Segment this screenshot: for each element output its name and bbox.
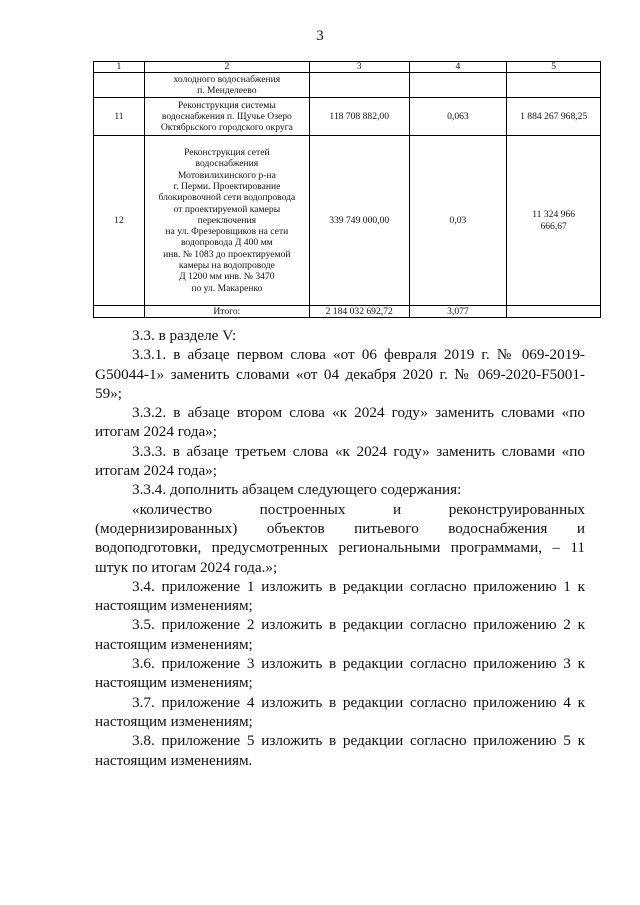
effect-value [507, 73, 601, 98]
data-table [93, 61, 601, 318]
paragraph: 3.6. приложение 3 изложить в редакции согласно приложению 3 к настоящим изменениям; [95, 655, 585, 692]
table-row [94, 136, 601, 306]
coefficient-value: 0,063 [409, 98, 507, 136]
cost-value: 118 708 882,00 [309, 98, 409, 136]
table-header-cell: 2 [144, 62, 309, 73]
coefficient-value [409, 73, 507, 98]
table-header-cell: 1 [94, 62, 145, 73]
coefficient-value: 0,03 [409, 136, 507, 306]
total-cost: 2 184 032 692,72 [309, 306, 409, 318]
table-header-cell: 4 [409, 62, 507, 73]
table-row [94, 98, 601, 136]
object-name: Реконструкция сетей водоснабжения Мотовилихинского р-на г. Перми. Проектирование блокировочной сети водопровода от проектируемой камеры переключения на ул. Фрезеровщиков на сети водопровода Д 400 мм инв. № 1083 до проектируемой камеры на водопроводе Д 1200 мм инв. № 3470 по ул. Макаренко [144, 136, 309, 306]
cost-value: 339 749 000,00 [309, 136, 409, 306]
effect-value: 11 324 966 666,67 [507, 136, 601, 306]
paragraph: 3.5. приложение 2 изложить в редакции согласно приложению 2 к настоящим изменениям; [95, 616, 585, 653]
table-header-cell: 3 [309, 62, 409, 73]
table-total-row [94, 306, 601, 318]
row-number [94, 73, 145, 98]
paragraph: 3.3.3. в абзаце третьем слова «к 2024 году» заменить словами «по итогам 2024 года»; [95, 442, 585, 480]
paragraph: 3.8. приложение 5 изложить в редакции согласно приложению 5 к настоящим изменениям. [95, 732, 585, 769]
paragraph: 3.3. в разделе V: [132, 327, 237, 344]
paragraph: 3.7. приложение 4 изложить в редакции согласно приложению 4 к настоящим изменениям; [95, 693, 585, 730]
paragraph: 3.3.2. в абзаце втором слова «к 2024 году» заменить словами «по итогам 2024 года»; [95, 404, 585, 441]
table-header-cell: 5 [507, 62, 601, 73]
object-name: холодного водоснабжения п. Менделеево [144, 73, 309, 98]
row-number: 11 [94, 98, 145, 136]
effect-value: 1 884 267 968,25 [507, 98, 601, 136]
paragraph: «количество построенных и реконструированных (модернизированных) объектов питьевого водоснабжения и водоподготовки, предусмотренных региональными программами, – 11 штук по итогам 2024 года.»; [95, 500, 585, 576]
page-number: 3 [316, 28, 324, 44]
paragraph: 3.3.1. в абзаце первом слова «от 06 февраля 2019 г. № 069-2019-G50044-1» заменить словами «от 04 декабря 2020 г. № 069-2020-F5001-59»; [95, 346, 585, 402]
paragraph: 3.4. приложение 1 изложить в редакции согласно приложению 1 к настоящим изменениям; [95, 577, 585, 615]
empty-cell [94, 306, 145, 318]
paragraph: 3.3.4. дополнить абзацем следующего содержания: [132, 481, 462, 499]
total-label: Итого: [144, 306, 309, 318]
total-coefficient: 3,077 [409, 306, 507, 318]
table-header-row [94, 62, 601, 73]
object-name: Реконструкция системы водоснабжения п. Щучье Озеро Октябрьского городского округа [144, 98, 309, 136]
total-effect [507, 306, 601, 318]
body-text [95, 326, 585, 770]
table-row [94, 73, 601, 98]
cost-value [309, 73, 409, 98]
row-number: 12 [94, 136, 145, 306]
